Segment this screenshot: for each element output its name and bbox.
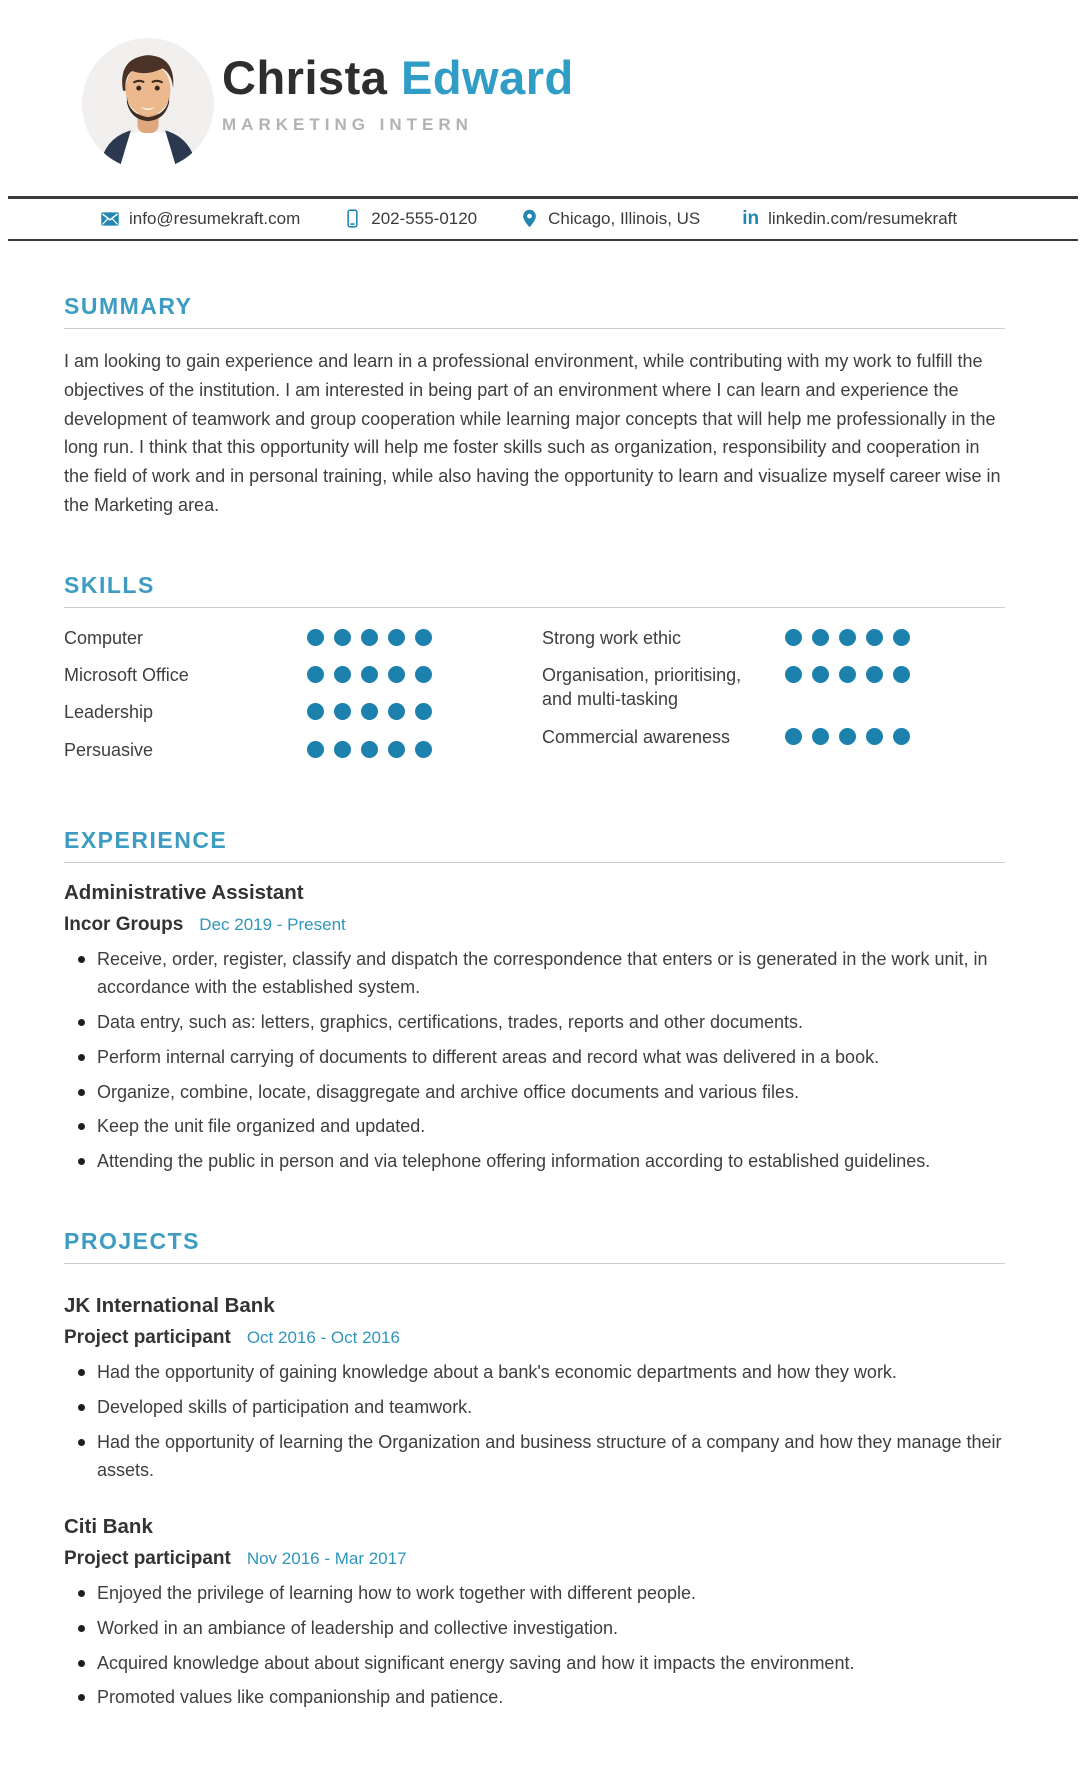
skill-row	[542, 663, 910, 712]
skill-dot	[388, 741, 405, 758]
project-role: Project participant	[64, 1327, 231, 1349]
skill-row	[542, 626, 910, 650]
skill-row	[542, 725, 910, 749]
bullet-item: Organize, combine, locate, disaggregate and archive office documents and various files.	[64, 1079, 1005, 1107]
skill-dot	[866, 629, 883, 646]
skill-dot	[307, 703, 324, 720]
contact-location	[519, 209, 700, 229]
skill-dot	[388, 703, 405, 720]
skill-name: Organisation, prioritising, and multi-tasking	[542, 665, 742, 710]
bullet-item: Had the opportunity of learning the Organization and business structure of a company and how they manage their assets.	[64, 1429, 1005, 1485]
name-block	[222, 51, 574, 135]
skill-dot	[388, 629, 405, 646]
skill-dot	[334, 741, 351, 758]
contact-linkedin	[742, 208, 957, 230]
section-experience	[64, 827, 1005, 1176]
skill-row	[64, 738, 432, 762]
skill-dot	[415, 703, 432, 720]
skills-heading: SKILLS	[64, 571, 155, 598]
project-meta	[64, 1327, 1005, 1349]
job-title: Administrative Assistant	[64, 880, 304, 904]
phone-icon	[342, 209, 362, 229]
section-skills	[64, 572, 1005, 775]
bullet-item: Acquired knowledge about about significant energy saving and how it impacts the environment.	[64, 1650, 1005, 1678]
contact-linkedin-text: linkedin.com/resumekraft	[768, 208, 958, 228]
header	[0, 0, 1086, 196]
skill-dot	[812, 629, 829, 646]
contact-phone-text: 202-555-0120	[371, 208, 478, 228]
skill-name: Leadership	[64, 702, 154, 723]
summary-heading-rule	[64, 328, 1005, 329]
experience-heading-rule	[64, 862, 1005, 863]
contact-location-text: Chicago, Illinois, US	[548, 208, 701, 228]
skills-column-right	[542, 626, 910, 775]
contact-email	[100, 209, 300, 229]
skill-dot	[334, 629, 351, 646]
bullet-item: Developed skills of participation and teamwork.	[64, 1394, 1005, 1422]
person-name	[222, 51, 574, 104]
skill-dot	[893, 728, 910, 745]
skill-rating	[785, 663, 910, 712]
project-item	[64, 1294, 1005, 1485]
experience-heading: EXPERIENCE	[64, 826, 228, 853]
section-projects	[64, 1228, 1005, 1712]
skill-dot	[785, 728, 802, 745]
skill-dot	[361, 703, 378, 720]
bullet-item: Receive, order, register, classify and dispatch the correspondence that enters or is generated in the work unit, in accordance with the established system.	[64, 946, 1005, 1002]
skill-name: Strong work ethic	[542, 627, 682, 648]
skill-dot	[812, 666, 829, 683]
project-dates: Oct 2016 - Oct 2016	[246, 1328, 400, 1348]
skill-dot	[415, 629, 432, 646]
skill-dot	[415, 741, 432, 758]
project-name: JK International Bank	[64, 1294, 275, 1318]
contact-bar	[0, 199, 1086, 239]
contact-phone	[342, 209, 477, 229]
skill-dot	[785, 629, 802, 646]
project-name: Citi Bank	[64, 1514, 153, 1538]
skill-dot	[415, 666, 432, 683]
skill-rating	[785, 725, 910, 749]
skill-dot	[866, 666, 883, 683]
contact-email-text: info@resumekraft.com	[129, 208, 301, 228]
skill-dot	[893, 629, 910, 646]
skill-name: Microsoft Office	[64, 665, 189, 686]
linkedin-icon: in	[742, 207, 760, 229]
summary-heading: SUMMARY	[64, 293, 193, 319]
job-dates: Dec 2019 - Present	[199, 914, 346, 934]
skills-column-left	[64, 626, 432, 775]
skills-grid	[64, 626, 1005, 775]
skill-dot	[839, 728, 856, 745]
skill-dot	[361, 741, 378, 758]
summary-text: I am looking to gain experience and learn in a professional environment, while contributing with my work to fulfill the objectives of the institution. I am interested in being part of an environment where I can learn and experience the development of teamwork and group cooperation while learning major concepts that will help me professionally in the long run. I think that this opportunity will help me foster skills such as organization, responsibility and cooperation in the field of work and in personal training, while also having the opportunity to learn and visualize myself career wise in the Marketing area.	[64, 351, 1001, 515]
skill-dot	[334, 703, 351, 720]
project-item	[64, 1515, 1005, 1713]
project-meta	[64, 1548, 1005, 1570]
skill-rating	[785, 626, 910, 650]
skill-row	[64, 663, 432, 687]
skill-rating	[307, 738, 432, 762]
bullet-item: Enjoyed the privilege of learning how to work together with different people.	[64, 1580, 1005, 1608]
job-item	[64, 881, 1005, 1176]
skill-rating	[307, 700, 432, 724]
skill-row	[64, 626, 432, 650]
mail-icon	[100, 209, 120, 229]
skill-dot	[307, 666, 324, 683]
resume-body	[0, 293, 1086, 1779]
projects-heading-rule	[64, 1263, 1005, 1264]
skill-name: Persuasive	[64, 739, 154, 760]
skills-heading-rule	[64, 607, 1005, 608]
project-bullet-list	[64, 1580, 1005, 1713]
skill-dot	[334, 666, 351, 683]
profile-photo-illustration	[82, 38, 214, 170]
skill-dot	[361, 666, 378, 683]
skill-dot	[839, 629, 856, 646]
skill-name: Computer	[64, 627, 144, 648]
section-summary	[64, 293, 1005, 520]
bullet-item: Worked in an ambiance of leadership and collective investigation.	[64, 1615, 1005, 1643]
skill-name: Commercial awareness	[542, 726, 731, 747]
project-dates: Nov 2016 - Mar 2017	[246, 1548, 407, 1568]
skill-row	[64, 700, 432, 724]
profile-photo	[82, 38, 214, 170]
skill-rating	[307, 626, 432, 650]
header-divider-bottom	[8, 239, 1078, 242]
bullet-item: Promoted values like companionship and patience.	[64, 1684, 1005, 1712]
bullet-item: Perform internal carrying of documents to different areas and record what was delivered in a book.	[64, 1044, 1005, 1072]
bullet-item: Keep the unit file organized and updated.	[64, 1113, 1005, 1141]
skill-dot	[785, 666, 802, 683]
skill-dot	[361, 629, 378, 646]
skill-dot	[307, 741, 324, 758]
skill-dot	[307, 629, 324, 646]
location-pin-icon	[519, 209, 539, 229]
skill-rating	[307, 663, 432, 687]
bullet-item: Attending the public in person and via telephone offering information according to established guidelines.	[64, 1148, 1005, 1176]
job-company: Incor Groups	[64, 913, 184, 935]
projects-heading: PROJECTS	[64, 1228, 200, 1255]
skill-dot	[839, 666, 856, 683]
project-role: Project participant	[64, 1547, 231, 1569]
skill-dot	[866, 728, 883, 745]
skill-dot	[812, 728, 829, 745]
bullet-item: Had the opportunity of gaining knowledge about a bank's economic departments and how they work.	[64, 1359, 1005, 1387]
skill-dot	[388, 666, 405, 683]
first-name: Christa	[222, 51, 388, 104]
last-name: Edward	[401, 51, 574, 104]
project-bullet-list	[64, 1359, 1005, 1485]
job-bullet-list	[64, 946, 1005, 1176]
job-meta	[64, 914, 1005, 936]
person-job-title: MARKETING INTERN	[222, 115, 473, 134]
bullet-item: Data entry, such as: letters, graphics, certifications, trades, reports and other documents.	[64, 1009, 1005, 1037]
skill-dot	[893, 666, 910, 683]
